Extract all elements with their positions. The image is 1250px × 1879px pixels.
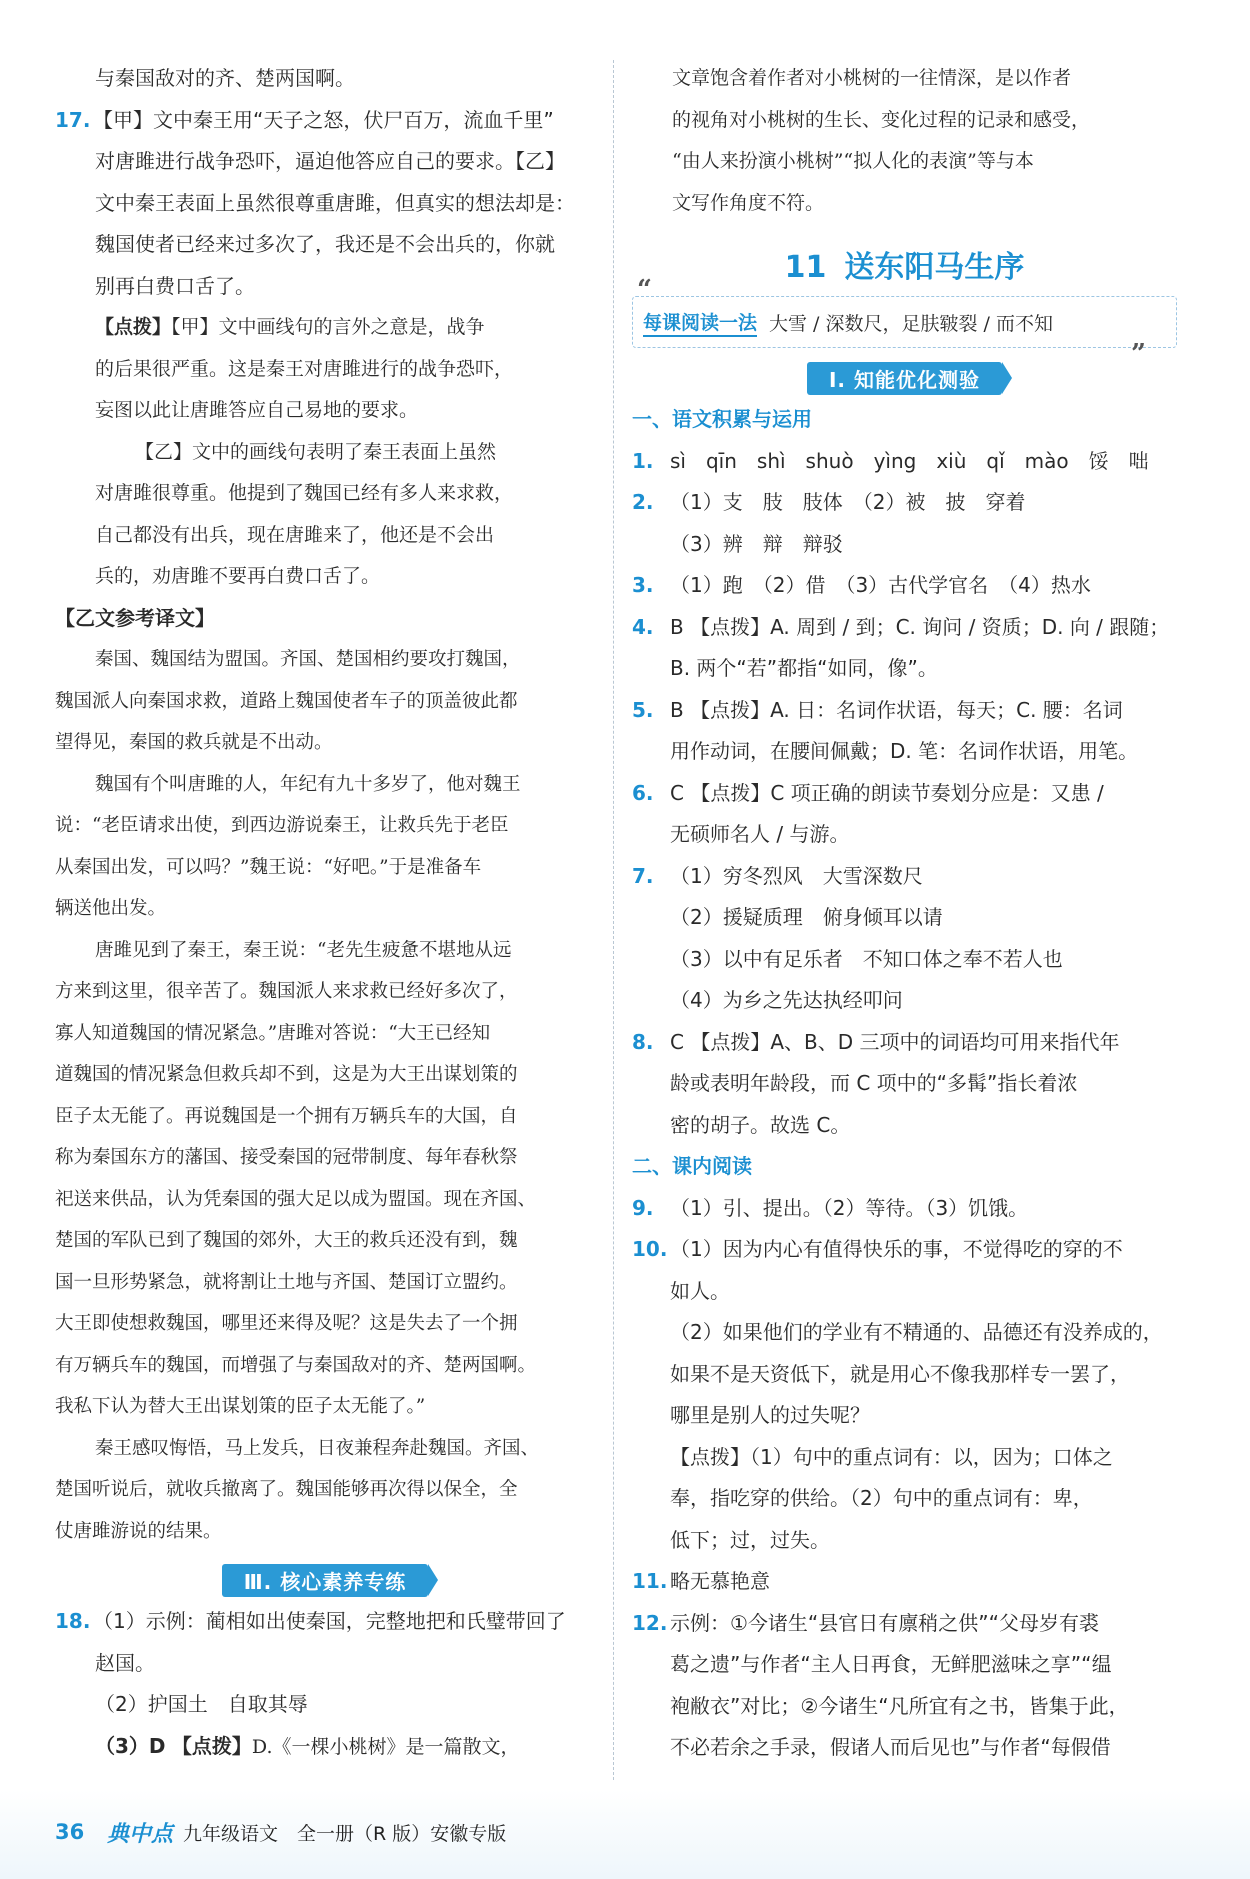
text-line: 辆送他出发。 — [55, 898, 167, 919]
answer-line — [632, 482, 1177, 524]
text-line: 我私下认为替大王出谋划策的臣子太无能了。” — [55, 1396, 426, 1417]
section-banner-wrap — [632, 362, 1177, 395]
text-line: 寡人知道魏国的情况紧急。”唐雎对答说：“大王已经知 — [55, 1022, 491, 1044]
answer-line — [632, 1478, 1177, 1520]
question-number: 17. — [55, 107, 91, 132]
question-number: 10. — [632, 1237, 668, 1261]
question-number: 2. — [632, 490, 654, 514]
text-line: 楚国听说后，就收兵撤离了。魏国能够再次得以保全，全 — [55, 1479, 518, 1500]
open-quote-icon: “ — [637, 275, 652, 305]
text-line: 自己都没有出兵，现在唐雎来了，他还是不会出 — [95, 523, 495, 546]
question-number: 11. — [632, 1569, 668, 1593]
answer-text: （1）穷冬烈风 大雪深数尺 — [670, 863, 923, 888]
answer-text: （3）辨 辩 辩驳 — [670, 531, 843, 556]
text-line: 祀送来供品，认为凭秦国的强大足以成为盟国。现在齐国、 — [55, 1188, 537, 1210]
answer-line — [632, 1312, 1177, 1354]
answer-text: B 【点拨】A. 日：名词作状语，每天；C. 腰：名词 — [670, 697, 1123, 722]
answer-line — [632, 1105, 1177, 1147]
answer-line — [632, 1727, 1177, 1769]
dianbo-label: 【点拨】 — [171, 1733, 252, 1758]
text-line: 秦国、魏国结为盟国。齐国、楚国相约要攻打魏国， — [95, 649, 521, 670]
answer-line — [632, 856, 1177, 898]
answer-line — [632, 1271, 1177, 1313]
answer-text: sì qīn shì shuò yìng xiù qǐ mào 馁 咄 — [670, 448, 1149, 473]
answer-text: C 【点拨】A、B、D 三项中的词语均可用来指代年 — [670, 1029, 1120, 1054]
answer-text: B. 两个“若”都指“如同，像”。 — [670, 656, 938, 680]
answer-line — [632, 897, 1177, 939]
text-line — [55, 307, 595, 349]
answer-line — [632, 1437, 1177, 1479]
text-line: 说：“老臣请求出使，到西边游说秦王，让救兵先于老臣 — [55, 815, 509, 836]
column-divider — [613, 60, 614, 1780]
answer-line — [632, 1686, 1177, 1728]
answer-text: C 【点拨】C 项正确的朗读节奏划分应是：又患 / — [670, 780, 1104, 805]
text-line: 臣子太无能了。再说魏国是一个拥有万辆兵车的大国，自 — [55, 1105, 518, 1127]
book-title: 九年级语文 全一册（R 版）安徽专版 — [183, 1822, 507, 1845]
answer-text: 哪里是别人的过失呢？ — [670, 1403, 870, 1427]
answer-text: 不必若余之手录，假诸人而后见也”与作者“每假借 — [670, 1735, 1111, 1759]
answer-line — [632, 731, 1177, 773]
translation-text — [55, 639, 595, 1552]
text-line: 魏国派人向秦国求救，道路上魏国使者车子的顶盖彼此都 — [55, 690, 518, 712]
answer-line — [632, 939, 1177, 981]
answer-line — [632, 814, 1177, 856]
section-heading: 二、课内阅读 — [632, 1154, 752, 1178]
answers-section-1 — [632, 441, 1177, 1147]
text-line: 魏国有个叫唐雎的人，年纪有九十多岁了，他对魏王 — [95, 773, 521, 795]
close-quote-icon: ” — [1131, 339, 1146, 369]
answer-line — [632, 1354, 1177, 1396]
section-heading: 一、语文积累与运用 — [632, 407, 812, 431]
answer-line — [632, 524, 1177, 566]
question-number: 5. — [632, 697, 654, 722]
answer-line — [632, 1229, 1177, 1271]
text-line: 文写作角度不符。 — [672, 191, 825, 214]
text-line: 称为秦国东方的藩国、接受秦国的冠带制度、每年春秋祭 — [55, 1147, 518, 1168]
answer-line — [632, 1022, 1177, 1064]
answer-line — [632, 1188, 1177, 1230]
answer-text: （1）支 肢 肢体 （2）被 披 穿着 — [670, 490, 1026, 514]
answer-text: B 【点拨】A. 周到 / 到；C. 询问 / 资质；D. 向 / 跟随； — [670, 614, 1170, 639]
text-line: 妄图以此让唐雎答应自己易地的要求。 — [95, 399, 419, 421]
lesson-name: 送东阳马生序 — [844, 250, 1025, 285]
text-line: （2）护国土 自取其辱 — [95, 1692, 308, 1716]
answer-text: （1）因为内心有值得快乐的事，不觉得吃的穿的不 — [670, 1237, 1123, 1261]
text-line: 秦王感叹悔悟，马上发兵，日夜兼程奔赴魏国。齐国、 — [95, 1437, 540, 1459]
text-line: 道魏国的情况紧急但救兵却不到，这是为大王出谋划策的 — [55, 1064, 518, 1085]
analysis-text: 【甲】文中画线句的言外之意是，战争 — [171, 316, 485, 338]
text-line: 楚国的军队已到了魏国的郊外，大王的救兵还没有到，魏 — [55, 1230, 518, 1251]
left-column — [55, 58, 595, 1768]
text-line: 国一旦形势紧急，就将割让土地与齐国、楚国订立盟约。 — [55, 1271, 518, 1293]
text-line: 【乙】文中的画线句表明了秦王表面上虽然 — [135, 440, 497, 463]
question-number: 9. — [632, 1195, 654, 1220]
answer-text: 袍敝衣”对比；②今诸生“凡所宜有之书，皆集于此， — [670, 1693, 1129, 1718]
text-line: 仗唐雎游说的结果。 — [55, 1520, 222, 1542]
answer-text: 低下；过，过失。 — [670, 1527, 830, 1552]
answer-text: 无硕师名人 / 与游。 — [670, 822, 850, 846]
answer-line — [632, 648, 1177, 690]
section-banner: Ⅰ. 知能优化测验 — [807, 362, 1002, 395]
text-line: 文章饱含着作者对小桃树的一往情深，是以作者 — [672, 67, 1072, 89]
answer-line — [632, 441, 1177, 483]
answer-line — [632, 1395, 1177, 1437]
page-number: 36 — [55, 1820, 85, 1844]
answer-text: 【点拨】（1）句中的重点词有：以，因为；口体之 — [670, 1444, 1113, 1469]
dianbo-label: 【点拨】 — [95, 316, 172, 338]
answer-text: （1）示例：蔺相如出使秦国，完整地把和氏璧带回了 — [93, 1609, 566, 1633]
answer-line — [632, 1063, 1177, 1105]
lesson-number: 11 — [784, 250, 827, 285]
text-line: 兵的，劝唐雎不要再白费口舌了。 — [95, 565, 381, 587]
answer-line — [632, 1603, 1177, 1645]
answer-line — [632, 1520, 1177, 1562]
reading-method-box — [632, 275, 1177, 369]
answer-text: （2）如果他们的学业有不精通的、品德还有没养成的， — [670, 1320, 1163, 1344]
answers-section-2 — [632, 1188, 1177, 1769]
question-number: 4. — [632, 614, 654, 639]
answer-text: （1）跑 （2）借 （3）古代学官名 （4）热水 — [670, 573, 1091, 597]
question-number: 8. — [632, 1029, 654, 1054]
text-line: 魏国使者已经来过多次了，我还是不会出兵的，你就 — [95, 232, 555, 256]
page-footer — [55, 1810, 506, 1854]
answer-choice: （3）D — [95, 1733, 166, 1758]
answer-line — [632, 1644, 1177, 1686]
question-number: 1. — [632, 448, 654, 473]
answer-text: 密的胡子。故选 C。 — [670, 1112, 851, 1137]
reading-method-text: 大雪 / 深数尺，足肤皲裂 / 而不知 — [769, 312, 1053, 335]
answer-text: 如果不是天资低下，就是用心不像我那样专一罢了， — [670, 1361, 1130, 1386]
text-line: 的后果很严重。这是秦王对唐雎进行的战争恐吓， — [95, 357, 514, 380]
text-line — [55, 1726, 595, 1769]
analysis-text: D.《一棵小桃树》是一篇散文， — [251, 1735, 520, 1758]
text-line — [55, 100, 595, 142]
reading-method-tag: 每课阅读一法 — [643, 308, 757, 337]
text-line: 望得见，秦国的救兵就是不出动。 — [55, 732, 333, 753]
text-line: 大王即使想救魏国，哪里还来得及呢？这是失去了一个拥 — [55, 1313, 518, 1334]
text-line: 有万辆兵车的魏国，而增强了与秦国敌对的齐、楚两国啊。 — [55, 1354, 537, 1376]
answer-line — [632, 690, 1177, 732]
text-line: 对唐雎很尊重。他提到了魏国已经有多人来求救， — [95, 482, 514, 504]
text-line: 赵国。 — [95, 1650, 155, 1675]
text-line: “由人来扮演小桃树”“拟人化的表演”等与本 — [672, 150, 1034, 172]
text-line: 文中秦王表面上虽然很尊重唐雎，但真实的想法却是： — [95, 190, 575, 215]
question-18 — [55, 1601, 595, 1768]
question-number: 18. — [55, 1609, 91, 1633]
question-number: 6. — [632, 780, 654, 805]
answer-text: （4）为乡之先达执经叩问 — [670, 988, 903, 1012]
text-line: 方来到这里，很辛苦了。魏国派人来求救已经好多次了， — [55, 981, 518, 1002]
text-line: 对唐雎进行战争恐吓，逼迫他答应自己的要求。【乙】 — [95, 149, 565, 173]
text-line: 别再白费口舌了。 — [95, 273, 255, 298]
answer-text: 如人。 — [670, 1278, 730, 1303]
brand-logo: 典中点 — [107, 1821, 174, 1847]
section-banner: Ⅲ. 核心素养专练 — [222, 1564, 428, 1597]
answer-text: （2）援疑质理 俯身倾耳以请 — [670, 905, 943, 929]
question-17 — [55, 100, 595, 598]
answer-line — [632, 565, 1177, 607]
answer-line — [632, 1561, 1177, 1603]
question-number: 12. — [632, 1610, 668, 1635]
answer-text: 龄或表明年龄段，而 C 项中的“多髯”指长着浓 — [670, 1071, 1078, 1095]
answer-text: 略无慕艳意 — [670, 1569, 770, 1593]
answer-text: 用作动词，在腰间佩戴；D. 笔：名词作状语，用笔。 — [670, 739, 1139, 763]
lesson-title — [632, 242, 1177, 286]
answer-text: 【甲】文中秦王用“天子之怒，伏尸百万，流血千里” — [93, 107, 554, 132]
answer-text: （3）以中有足乐者 不知口体之奉不若人也 — [670, 946, 1063, 971]
translation-heading: 【乙文参考译文】 — [55, 605, 215, 630]
answer-line — [632, 980, 1177, 1022]
answer-line — [632, 607, 1177, 649]
answer-text: 葛之遗”与作者“主人日再食，无鲜肥滋味之享”“缊 — [670, 1652, 1112, 1676]
question-number: 3. — [632, 573, 654, 597]
text-line — [55, 1601, 595, 1643]
text-line: 从秦国出发，可以吗？”魏王说：“好吧。”于是准备车 — [55, 856, 482, 878]
answer-text: 示例：①今诸生“县官日有廪稍之供”“父母岁有裘 — [670, 1610, 1100, 1635]
answer-text: 奉，指吃穿的供给。（2）句中的重点词有：卑， — [670, 1486, 1093, 1510]
right-column — [632, 58, 1177, 1769]
text-line: 的视角对小桃树的生长、变化过程的记录和感受， — [672, 108, 1091, 131]
text-line: 唐雎见到了秦王，秦王说：“老先生疲惫不堪地从远 — [95, 939, 512, 961]
answer-line — [632, 773, 1177, 815]
text-line: 与秦国敌对的齐、楚两国啊。 — [95, 66, 355, 90]
question-number: 7. — [632, 863, 654, 888]
answer-text: （1）引、提出。（2）等待。（3）饥饿。 — [670, 1195, 1029, 1220]
section-banner-wrap — [55, 1564, 595, 1597]
